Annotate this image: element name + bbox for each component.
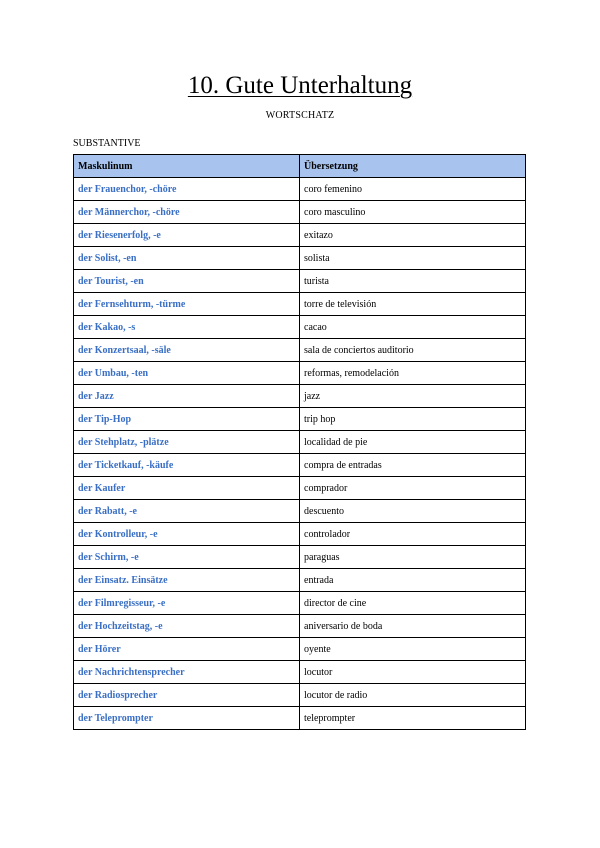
translation-cell: sala de conciertos auditorio: [300, 339, 526, 362]
german-term-cell: der Umbau, -ten: [74, 362, 300, 385]
german-term-cell: der Männerchor, -chöre: [74, 201, 300, 224]
german-term-cell: der Hochzeitstag, -e: [74, 615, 300, 638]
translation-cell: paraguas: [300, 546, 526, 569]
translation-cell: entrada: [300, 569, 526, 592]
german-term-cell: der Ticketkauf, -käufe: [74, 454, 300, 477]
german-term-cell: der Tip-Hop: [74, 408, 300, 431]
table-row: [74, 569, 526, 592]
german-term-cell: der Riesenerfolg, -e: [74, 224, 300, 247]
table-header-row: [74, 155, 526, 178]
translation-cell: coro femenino: [300, 178, 526, 201]
table-row: [74, 247, 526, 270]
translation-cell: localidad de pie: [300, 431, 526, 454]
table-row: [74, 638, 526, 661]
table-row: [74, 707, 526, 730]
german-term-cell: der Tourist, -en: [74, 270, 300, 293]
german-term-cell: der Einsatz. Einsätze: [74, 569, 300, 592]
translation-cell: locutor de radio: [300, 684, 526, 707]
table-row: [74, 431, 526, 454]
column-header-german: Maskulinum: [74, 155, 300, 178]
translation-cell: oyente: [300, 638, 526, 661]
translation-cell: trip hop: [300, 408, 526, 431]
table-row: [74, 454, 526, 477]
table-body: [74, 178, 526, 730]
translation-cell: coro masculino: [300, 201, 526, 224]
section-heading: SUBSTANTIVE: [73, 138, 141, 149]
table-row: [74, 293, 526, 316]
page-title: 10. Gute Unterhaltung: [187, 72, 413, 99]
translation-cell: controlador: [300, 523, 526, 546]
table-row: [74, 661, 526, 684]
translation-cell: cacao: [300, 316, 526, 339]
german-term-cell: der Schirm, -e: [74, 546, 300, 569]
german-term-cell: der Jazz: [74, 385, 300, 408]
table-row: [74, 408, 526, 431]
german-term-cell: der Filmregisseur, -e: [74, 592, 300, 615]
table-row: [74, 477, 526, 500]
table-row: [74, 201, 526, 224]
translation-cell: locutor: [300, 661, 526, 684]
translation-cell: reformas, remodelación: [300, 362, 526, 385]
translation-cell: compra de entradas: [300, 454, 526, 477]
german-term-cell: der Teleprompter: [74, 707, 300, 730]
translation-cell: solista: [300, 247, 526, 270]
table-row: [74, 523, 526, 546]
table-row: [74, 684, 526, 707]
translation-cell: comprador: [300, 477, 526, 500]
german-term-cell: der Kontrolleur, -e: [74, 523, 300, 546]
table-row: [74, 362, 526, 385]
table-row: [74, 546, 526, 569]
table-row: [74, 316, 526, 339]
german-term-cell: der Kaufer: [74, 477, 300, 500]
vocabulary-table: [73, 154, 526, 730]
column-header-translation: Übersetzung: [300, 155, 526, 178]
table-row: [74, 224, 526, 247]
table-row: [74, 592, 526, 615]
german-term-cell: der Nachrichtensprecher: [74, 661, 300, 684]
german-term-cell: der Rabatt, -e: [74, 500, 300, 523]
german-term-cell: der Stehplatz, -plätze: [74, 431, 300, 454]
table-row: [74, 339, 526, 362]
table-row: [74, 385, 526, 408]
german-term-cell: der Kakao, -s: [74, 316, 300, 339]
translation-cell: aniversario de boda: [300, 615, 526, 638]
table-row: [74, 500, 526, 523]
german-term-cell: der Frauenchor, -chöre: [74, 178, 300, 201]
translation-cell: jazz: [300, 385, 526, 408]
page-subtitle: WORTSCHATZ: [265, 110, 335, 121]
translation-cell: descuento: [300, 500, 526, 523]
table-row: [74, 615, 526, 638]
translation-cell: director de cine: [300, 592, 526, 615]
german-term-cell: der Konzertsaal, -säle: [74, 339, 300, 362]
translation-cell: exitazo: [300, 224, 526, 247]
german-term-cell: der Hörer: [74, 638, 300, 661]
translation-cell: teleprompter: [300, 707, 526, 730]
table-row: [74, 178, 526, 201]
table-row: [74, 270, 526, 293]
translation-cell: torre de televisión: [300, 293, 526, 316]
german-term-cell: der Fernsehturm, -türme: [74, 293, 300, 316]
german-term-cell: der Solist, -en: [74, 247, 300, 270]
translation-cell: turista: [300, 270, 526, 293]
german-term-cell: der Radiosprecher: [74, 684, 300, 707]
